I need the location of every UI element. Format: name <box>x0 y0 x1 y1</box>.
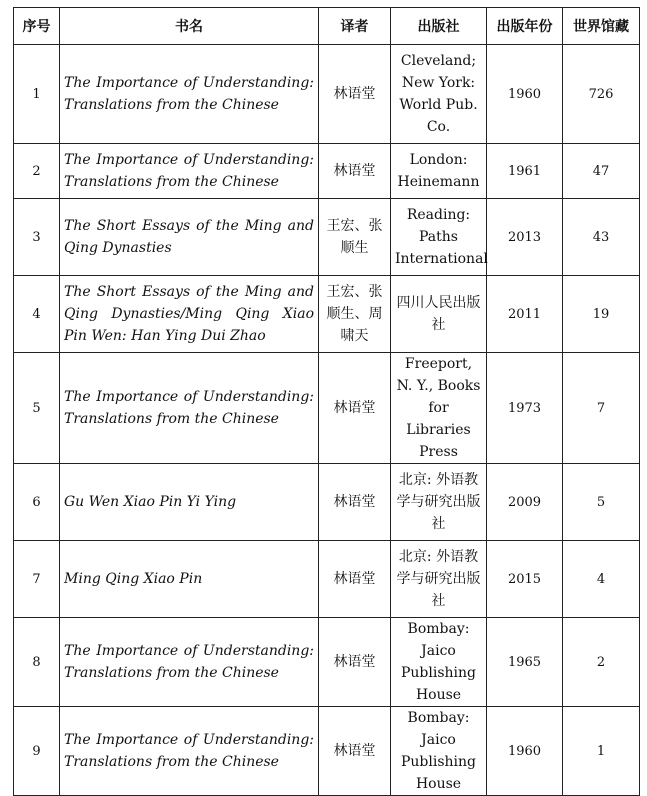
publish-year: 1960 <box>487 45 563 144</box>
table-row <box>14 353 640 464</box>
holdings-count: 726 <box>563 45 640 144</box>
book-title: The Importance of Understanding: Translations from the Chinese <box>60 144 319 199</box>
translator: 林语堂 <box>319 618 391 707</box>
table-row <box>14 276 640 353</box>
publish-year: 1961 <box>487 144 563 199</box>
publisher: 北京: 外语教学与研究出版社 <box>391 541 487 618</box>
holdings-count: 7 <box>563 353 640 464</box>
row-number: 3 <box>14 199 60 276</box>
publisher: 四川人民出版社 <box>391 276 487 353</box>
translator: 王宏、张顺生 <box>319 199 391 276</box>
publish-year: 2015 <box>487 541 563 618</box>
book-title: Ming Qing Xiao Pin <box>60 541 319 618</box>
table-row <box>14 707 640 796</box>
translator: 王宏、张顺生、周啸天 <box>319 276 391 353</box>
table-row <box>14 199 640 276</box>
translator: 林语堂 <box>319 353 391 464</box>
table-row <box>14 45 640 144</box>
publisher: London: Heinemann <box>391 144 487 199</box>
header-cell-no: 序号 <box>14 8 60 45</box>
publisher: Bombay: Jaico Publishing House <box>391 618 487 707</box>
holdings-count: 47 <box>563 144 640 199</box>
row-number: 6 <box>14 464 60 541</box>
holdings-count: 1 <box>563 707 640 796</box>
holdings-count: 4 <box>563 541 640 618</box>
book-table <box>13 7 640 796</box>
row-number: 1 <box>14 45 60 144</box>
publish-year: 1960 <box>487 707 563 796</box>
translator: 林语堂 <box>319 707 391 796</box>
table-row <box>14 464 640 541</box>
book-title: The Importance of Understanding: Translations from the Chinese <box>60 353 319 464</box>
holdings-count: 2 <box>563 618 640 707</box>
book-title: The Importance of Understanding: Translations from the Chinese <box>60 618 319 707</box>
holdings-count: 19 <box>563 276 640 353</box>
publish-year: 1973 <box>487 353 563 464</box>
translator: 林语堂 <box>319 144 391 199</box>
book-title: Gu Wen Xiao Pin Yi Ying <box>60 464 319 541</box>
publish-year: 1965 <box>487 618 563 707</box>
publish-year: 2013 <box>487 199 563 276</box>
book-title: The Importance of Understanding: Translations from the Chinese <box>60 45 319 144</box>
row-number: 2 <box>14 144 60 199</box>
publisher: Reading: Paths International <box>391 199 487 276</box>
book-title: The Importance of Understanding: Translations from the Chinese <box>60 707 319 796</box>
table-row <box>14 618 640 707</box>
table-row <box>14 541 640 618</box>
book-title: The Short Essays of the Ming and Qing Dynasties <box>60 199 319 276</box>
holdings-count: 5 <box>563 464 640 541</box>
header-row <box>14 8 640 45</box>
row-number: 4 <box>14 276 60 353</box>
publisher: Cleveland; New York: World Pub. Co. <box>391 45 487 144</box>
row-number: 9 <box>14 707 60 796</box>
publisher: Bombay: Jaico Publishing House <box>391 707 487 796</box>
translator: 林语堂 <box>319 45 391 144</box>
publish-year: 2011 <box>487 276 563 353</box>
translator: 林语堂 <box>319 541 391 618</box>
header-cell-year: 出版年份 <box>487 8 563 45</box>
holdings-count: 43 <box>563 199 640 276</box>
table-row <box>14 144 640 199</box>
publisher: Freeport, N. Y., Books for Libraries Press <box>391 353 487 464</box>
row-number: 7 <box>14 541 60 618</box>
row-number: 5 <box>14 353 60 464</box>
row-number: 8 <box>14 618 60 707</box>
header-cell-title: 书名 <box>60 8 319 45</box>
book-title: The Short Essays of the Ming and Qing Dynasties/Ming Qing Xiao Pin Wen: Han Ying Dui Zhao <box>60 276 319 353</box>
publish-year: 2009 <box>487 464 563 541</box>
header-cell-holdings: 世界馆藏 <box>563 8 640 45</box>
header-cell-publisher: 出版社 <box>391 8 487 45</box>
header-cell-translator: 译者 <box>319 8 391 45</box>
translator: 林语堂 <box>319 464 391 541</box>
publisher: 北京: 外语教学与研究出版社 <box>391 464 487 541</box>
